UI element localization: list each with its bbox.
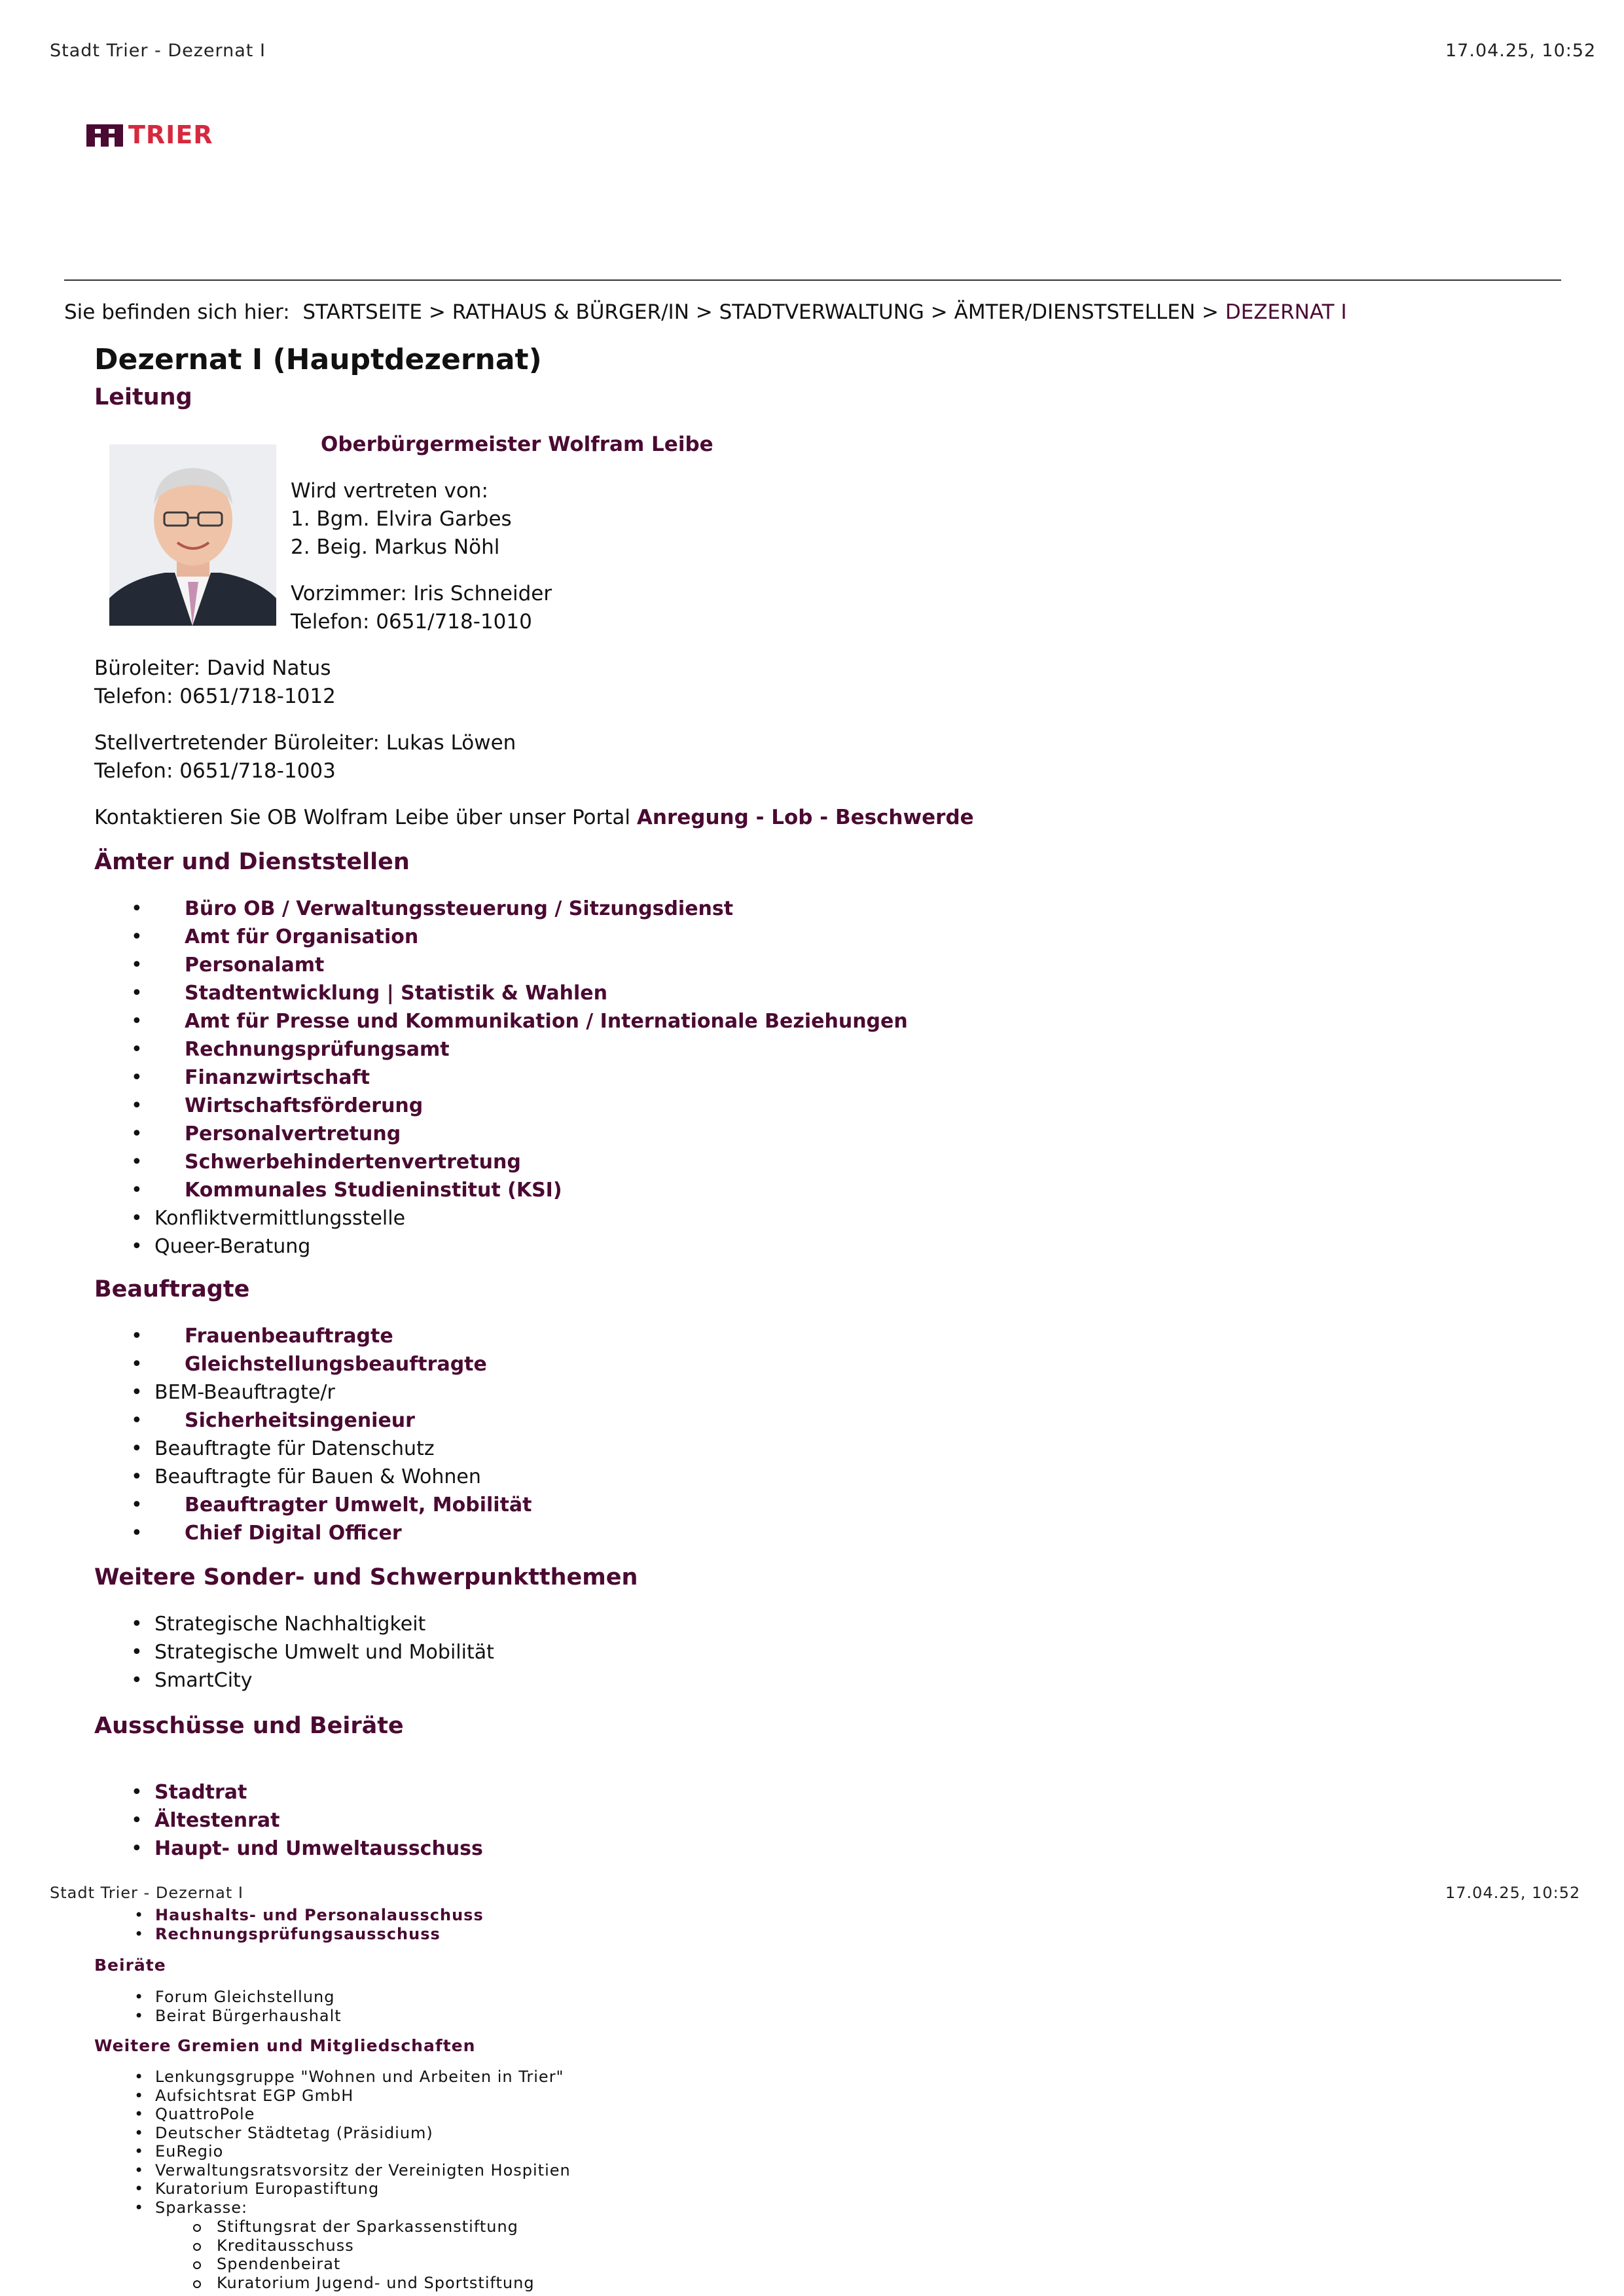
- list-item-bem-beauftragte-r: [131, 1378, 785, 1407]
- bullet-icon: •: [131, 1353, 143, 1376]
- aemter-list: [131, 895, 1047, 1261]
- stv-bueroleiter: Stellvertretender Büroleiter: Lukas Löwen: [94, 731, 516, 755]
- list-item-finanzwirtschaft[interactable]: [131, 1064, 1047, 1092]
- list-item-label: Beauftragte für Datenschutz: [154, 1437, 435, 1460]
- bullet-icon: •: [131, 1381, 143, 1404]
- list-item-label: Beirat Bürgerhaushalt: [155, 2006, 342, 2025]
- breadcrumb: [64, 298, 1346, 327]
- list-item-rechnungspruefungsausschuss[interactable]: [134, 1925, 920, 1944]
- list-item-link[interactable]: Rechnungsprüfungsamt: [185, 1038, 450, 1061]
- list-item-amt-fuer-presse-und-kommunikation-internationale-beziehungen[interactable]: [131, 1007, 1047, 1035]
- bullet-icon: •: [131, 1641, 143, 1664]
- bullet-icon: •: [131, 1151, 143, 1174]
- circle-bullet-icon: [193, 2243, 201, 2251]
- page-title: Dezernat I (Hauptdezernat): [94, 343, 542, 376]
- bullet-icon: •: [134, 2198, 145, 2217]
- list-item-kommunales-studieninstitut-ksi[interactable]: [131, 1176, 1047, 1204]
- vorzimmer-telefon: Telefon: 0651/718-1010: [291, 610, 532, 634]
- list-item-euregio: [134, 2142, 1051, 2161]
- list-item-beauftragte-fuer-datenschutz: [131, 1435, 785, 1463]
- bullet-icon: •: [131, 1465, 143, 1488]
- bullet-icon: •: [134, 2123, 145, 2142]
- list-item-wirtschaftsfoerderung[interactable]: [131, 1092, 1047, 1120]
- list-item-kuratorium-europastiftung: [134, 2179, 1051, 2198]
- list-item-link[interactable]: Personalamt: [185, 954, 325, 977]
- gremien-list: [134, 2068, 1051, 2217]
- bullet-icon: •: [131, 1066, 143, 1089]
- bullet-icon: •: [131, 1094, 143, 1117]
- list-item-label: BEM-Beauftragte/r: [154, 1381, 335, 1404]
- vertreten-label: Wird vertreten von:: [291, 479, 488, 503]
- sonderthemen-list: [131, 1610, 785, 1695]
- list-item-sparkasse: [134, 2198, 1051, 2217]
- section-heading-gremien: Weitere Gremien und Mitgliedschaften: [94, 2036, 476, 2055]
- list-item-link[interactable]: Haushalts- und Personalausschuss: [155, 1906, 484, 1924]
- bullet-icon: •: [131, 1235, 143, 1258]
- bueroleiter: Büroleiter: David Natus: [94, 656, 331, 680]
- list-item-link[interactable]: Haupt- und Umweltausschuss: [154, 1837, 483, 1860]
- list-item-strategische-nachhaltigkeit: [131, 1610, 785, 1638]
- breadcrumb-current: DEZERNAT I: [1225, 300, 1347, 324]
- section-heading-aemter: Ämter und Dienststellen: [94, 849, 410, 875]
- list-item-label: Sparkasse:: [155, 2198, 248, 2217]
- list-item-gleichstellungsbeauftragte[interactable]: [131, 1350, 785, 1378]
- sublist-item-label: Kreditausschuss: [217, 2236, 354, 2255]
- circle-bullet-icon: [193, 2224, 201, 2232]
- list-item-sicherheitsingenieur[interactable]: [131, 1407, 785, 1435]
- bullet-icon: •: [131, 1781, 143, 1804]
- bullet-icon: •: [131, 954, 143, 977]
- list-item-personalamt[interactable]: [131, 951, 1047, 979]
- list-item-label: Lenkungsgruppe "Wohnen und Arbeiten in Trier": [155, 2068, 564, 2086]
- list-item-link[interactable]: Sicherheitsingenieur: [185, 1409, 415, 1432]
- list-item-link[interactable]: Wirtschaftsförderung: [185, 1094, 424, 1117]
- bullet-icon: •: [131, 1038, 143, 1061]
- list-item-link[interactable]: Rechnungsprüfungsausschuss: [155, 1924, 441, 1943]
- list-item-label: QuattroPole: [155, 2105, 255, 2123]
- list-item-label: Beauftragte für Bauen & Wohnen: [154, 1465, 481, 1488]
- bullet-icon: •: [134, 1906, 145, 1924]
- list-item-strategische-umwelt-und-mobilitaet: [131, 1638, 785, 1666]
- bullet-icon: •: [131, 1409, 143, 1432]
- stv-bueroleiter-telefon: Telefon: 0651/718-1003: [94, 759, 336, 783]
- list-item-personalvertretung[interactable]: [131, 1120, 1047, 1148]
- bullet-icon: •: [131, 1809, 143, 1832]
- list-item-link[interactable]: Amt für Presse und Kommunikation / Internationale Beziehungen: [185, 1010, 908, 1033]
- bullet-icon: •: [131, 1613, 143, 1636]
- list-item-haushalts-und-personalausschuss[interactable]: [134, 1906, 920, 1925]
- list-item-link[interactable]: Kommunales Studieninstitut (KSI): [185, 1179, 562, 1202]
- bullet-icon: •: [134, 1988, 145, 2006]
- bueroleiter-telefon: Telefon: 0651/718-1012: [94, 685, 336, 708]
- breadcrumb-item-startseite[interactable]: STARTSEITE: [302, 300, 422, 324]
- bullet-icon: •: [134, 2161, 145, 2179]
- bullet-icon: •: [134, 2105, 145, 2123]
- bullet-icon: •: [131, 1522, 143, 1545]
- sublist-item-kuratorium-jugend-und-sportstiftung: [193, 2274, 1110, 2293]
- list-item-link[interactable]: Beauftragter Umwelt, Mobilität: [185, 1494, 532, 1516]
- ausschuesse-list: [131, 1778, 785, 1863]
- sublist-item-label: Kuratorium Jugend- und Sportstiftung: [217, 2273, 535, 2292]
- list-item-link[interactable]: Schwerbehindertenvertretung: [185, 1151, 521, 1174]
- breadcrumb-item-rathaus[interactable]: RATHAUS & BÜRGER/IN: [452, 300, 689, 324]
- porta-nigra-icon: [86, 124, 123, 147]
- list-item-rechnungspruefungsamt[interactable]: [131, 1035, 1047, 1064]
- list-item-haupt-und-umweltausschuss[interactable]: [131, 1835, 785, 1863]
- vertreter-1: 1. Bgm. Elvira Garbes: [291, 507, 512, 531]
- sublist-item-label: Spendenbeirat: [217, 2255, 341, 2273]
- bullet-icon: •: [134, 2068, 145, 2086]
- breadcrumb-separator: >: [930, 300, 948, 324]
- list-item-lenkungsgruppe-wohnen-und-arbeiten-in-trier: [134, 2068, 1051, 2087]
- list-item-link[interactable]: Amt für Organisation: [185, 925, 419, 948]
- list-item-link[interactable]: Frauenbeauftragte: [185, 1325, 393, 1348]
- list-item-link[interactable]: Stadtentwicklung | Statistik & Wahlen: [185, 982, 608, 1005]
- list-item-label: EuRegio: [155, 2142, 224, 2161]
- sublist-item-spendenbeirat: [193, 2255, 1110, 2274]
- print-header-title: Stadt Trier - Dezernat I: [50, 41, 266, 61]
- sparkasse-sublist: [193, 2217, 1110, 2292]
- bullet-icon: •: [131, 1669, 143, 1692]
- list-item-beauftragte-fuer-bauen-wohnen: [131, 1463, 785, 1491]
- list-item-deutscher-staedtetag-praesidium: [134, 2124, 1051, 2143]
- vertreter-2: 2. Beig. Markus Nöhl: [291, 535, 500, 559]
- bullet-icon: •: [134, 1924, 145, 1943]
- list-item-label: Strategische Umwelt und Mobilität: [154, 1641, 494, 1664]
- bullet-icon: •: [131, 925, 143, 948]
- list-item-link[interactable]: Finanzwirtschaft: [185, 1066, 370, 1089]
- list-item-label: Kuratorium Europastiftung: [155, 2179, 380, 2198]
- header-divider: [64, 279, 1561, 281]
- list-item-chief-digital-officer[interactable]: [131, 1519, 785, 1547]
- breadcrumb-item-aemter[interactable]: ÄMTER/DIENSTSTELLEN: [954, 300, 1196, 324]
- list-item-link[interactable]: Stadtrat: [154, 1781, 247, 1804]
- section-heading-beauftragte: Beauftragte: [94, 1276, 250, 1302]
- print-header-datetime: 17.04.25, 10:52: [1445, 41, 1597, 61]
- bullet-icon: •: [131, 897, 143, 920]
- list-item-label: Forum Gleichstellung: [155, 1988, 335, 2006]
- section-heading-leitung: Leitung: [94, 384, 192, 410]
- list-item-label: SmartCity: [154, 1669, 253, 1692]
- ausschuesse-list-continued: [134, 1906, 920, 1943]
- ob-name-link[interactable]: Oberbürgermeister Wolfram Leibe: [321, 433, 713, 456]
- logo-text: TRIER: [128, 120, 213, 149]
- vorzimmer: Vorzimmer: Iris Schneider: [291, 582, 552, 605]
- beiraete-list: [134, 1988, 920, 2025]
- list-item-link[interactable]: Büro OB / Verwaltungssteuerung / Sitzungsdienst: [185, 897, 734, 920]
- breadcrumb-separator: >: [1201, 300, 1219, 324]
- list-item-schwerbehindertenvertretung[interactable]: [131, 1148, 1047, 1176]
- section-heading-beiraete: Beiräte: [94, 1956, 166, 1975]
- list-item-forum-gleichstellung: [134, 1988, 920, 2007]
- bullet-icon: •: [131, 1010, 143, 1033]
- kontakt-text: Kontaktieren Sie OB Wolfram Leibe über unser Portal: [94, 806, 631, 829]
- breadcrumb-separator: >: [428, 300, 446, 324]
- list-item-link[interactable]: Personalvertretung: [185, 1122, 401, 1145]
- section-heading-sonderthemen: Weitere Sonder- und Schwerpunktthemen: [94, 1564, 638, 1590]
- list-item-buero-ob-verwaltungssteuerung-sitzungsdienst[interactable]: [131, 895, 1047, 923]
- list-item-label: Verwaltungsratsvorsitz der Vereinigten Hospitien: [155, 2161, 571, 2179]
- bullet-icon: •: [134, 2142, 145, 2161]
- list-item-label: Queer-Beratung: [154, 1235, 311, 1258]
- list-item-stadtrat[interactable]: [131, 1778, 785, 1806]
- sublist-item-label: Stiftungsrat der Sparkassenstiftung: [217, 2217, 518, 2236]
- bullet-icon: •: [131, 1325, 143, 1348]
- list-item-beirat-buergerhaushalt: [134, 2007, 920, 2026]
- list-item-stadtentwicklung-statistik-wahlen[interactable]: [131, 979, 1047, 1007]
- sublist-item-kreditausschuss: [193, 2236, 1110, 2255]
- circle-bullet-icon: [193, 2280, 201, 2288]
- list-item-beauftragter-umwelt-mobilitaet[interactable]: [131, 1491, 785, 1519]
- list-item-aufsichtsrat-egp-gmbh: [134, 2087, 1051, 2106]
- bullet-icon: •: [131, 1179, 143, 1202]
- circle-bullet-icon: [193, 2261, 201, 2269]
- portrait-photo: [109, 444, 276, 626]
- bullet-icon: •: [131, 1494, 143, 1516]
- kontakt-line: [94, 804, 974, 832]
- list-item-queer-beratung: [131, 1232, 1047, 1261]
- bullet-icon: •: [134, 2006, 145, 2025]
- list-item-amt-fuer-organisation[interactable]: [131, 923, 1047, 951]
- bullet-icon: •: [131, 1837, 143, 1860]
- list-item-frauenbeauftragte[interactable]: [131, 1322, 785, 1350]
- bullet-icon: •: [134, 2179, 145, 2198]
- list-item-verwaltungsratsvorsitz-der-vereinigten-hospitien: [134, 2161, 1051, 2180]
- beauftragte-list: [131, 1322, 785, 1547]
- list-item-aeltestenrat[interactable]: [131, 1806, 785, 1835]
- list-item-link[interactable]: Chief Digital Officer: [185, 1522, 402, 1545]
- bullet-icon: •: [131, 1122, 143, 1145]
- breadcrumb-item-stadtverwaltung[interactable]: STADTVERWALTUNG: [719, 300, 924, 324]
- list-item-quattropole: [134, 2105, 1051, 2124]
- breadcrumb-separator: >: [695, 300, 713, 324]
- list-item-link[interactable]: Gleichstellungsbeauftragte: [185, 1353, 487, 1376]
- list-item-label: Aufsichtsrat EGP GmbH: [155, 2086, 354, 2105]
- breadcrumb-prefix: Sie befinden sich hier:: [64, 300, 290, 324]
- print-header-datetime-page2: 17.04.25, 10:52: [1445, 1884, 1581, 1902]
- list-item-label: Deutscher Städtetag (Präsidium): [155, 2123, 433, 2142]
- bullet-icon: •: [134, 2086, 145, 2105]
- bullet-icon: •: [131, 982, 143, 1005]
- bullet-icon: •: [131, 1437, 143, 1460]
- list-item-smartcity: [131, 1666, 785, 1695]
- list-item-link[interactable]: Ältestenrat: [154, 1809, 280, 1832]
- sublist-item-stiftungsrat-der-sparkassenstiftung: [193, 2217, 1110, 2236]
- list-item-konfliktvermittlungsstelle: [131, 1204, 1047, 1232]
- list-item-label: Strategische Nachhaltigkeit: [154, 1613, 426, 1636]
- kontakt-portal-link[interactable]: Anregung - Lob - Beschwerde: [636, 806, 974, 829]
- print-header-title-page2: Stadt Trier - Dezernat I: [50, 1884, 244, 1902]
- list-item-label: Konfliktvermittlungsstelle: [154, 1207, 406, 1230]
- section-heading-ausschuesse: Ausschüsse und Beiräte: [94, 1713, 404, 1739]
- bullet-icon: •: [131, 1207, 143, 1230]
